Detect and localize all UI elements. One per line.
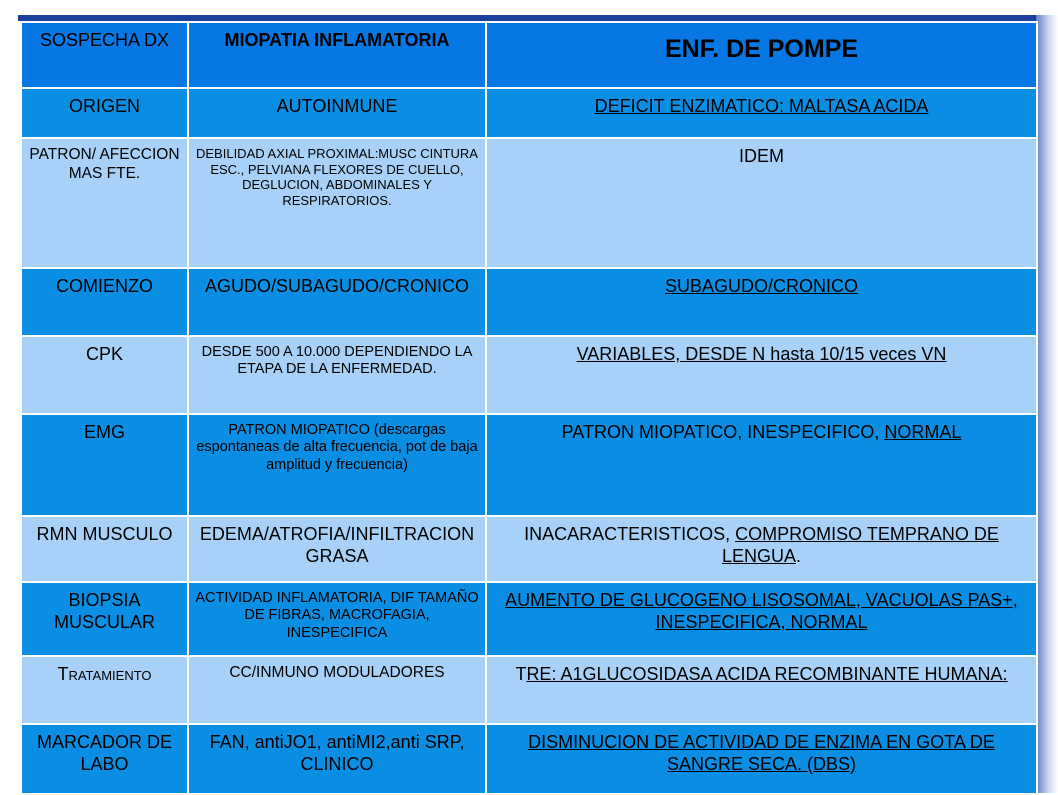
- cell-pompe-text: T: [515, 664, 527, 684]
- cell-pompe-text: INACARACTERISTICOS,: [524, 524, 736, 544]
- cell-pompe-underlined: COMPROMISO TEMPRANO DE LENGUA: [721, 524, 999, 566]
- header-miopatia-inflamatoria: MIOPATIA INFLAMATORIA: [188, 22, 486, 88]
- comparison-table: [20, 21, 1038, 795]
- cell-pompe: AUMENTO DE GLUCOGENO LISOSOMAL, VACUOLAS PAS+, INESPECIFICA, NORMAL: [486, 582, 1037, 656]
- table-row-comienzo: [21, 268, 1037, 336]
- cell-miopatia: AGUDO/SUBAGUDO/CRONICO: [188, 268, 486, 336]
- table-row-tratamiento: [21, 656, 1037, 724]
- row-label: EMG: [21, 414, 188, 516]
- cell-miopatia: EDEMA/ATROFIA/INFILTRACION GRASA: [188, 516, 486, 582]
- cell-miopatia: PATRON MIOPATICO (descargas espontaneas de alta frecuencia, pot de baja amplitud y frecuencia): [188, 414, 486, 516]
- cell-pompe-underlined: NORMAL: [884, 422, 962, 442]
- cell-pompe: VARIABLES, DESDE N hasta 10/15 veces VN: [486, 336, 1037, 414]
- cell-miopatia: AUTOINMUNE: [188, 88, 486, 138]
- cell-pompe-underlined: RE: A1GLUCOSIDASA ACIDA RECOMBINANTE HUMANA:: [526, 664, 1008, 684]
- cell-pompe: SUBAGUDO/CRONICO: [486, 268, 1037, 336]
- cell-pompe-period: .: [796, 545, 802, 566]
- cell-pompe: DISMINUCION DE ACTIVIDAD DE ENZIMA EN GOTA DE SANGRE SECA. (DBS): [486, 724, 1037, 794]
- row-label: PATRON/ AFECCION MAS FTE.: [21, 138, 188, 268]
- row-label: RMN MUSCULO: [21, 516, 188, 582]
- table-row-emg: [21, 414, 1037, 516]
- table-row-biopsia: [21, 582, 1037, 656]
- table-row-patron: [21, 138, 1037, 268]
- row-label: MARCADOR DE LABO: [21, 724, 188, 794]
- header-enf-pompe: ENF. DE POMPE: [486, 22, 1037, 88]
- cell-pompe: IDEM: [486, 138, 1037, 268]
- cell-pompe: DEFICIT ENZIMATICO: MALTASA ACIDA: [486, 88, 1037, 138]
- table-row-marcador: [21, 724, 1037, 794]
- cell-miopatia: FAN, antiJO1, antiMI2,anti SRP, CLINICO: [188, 724, 486, 794]
- cell-pompe: [486, 414, 1037, 516]
- slide-edge-gradient: [1036, 15, 1058, 793]
- row-label: Tratamiento: [21, 656, 188, 724]
- cell-miopatia: DEBILIDAD AXIAL PROXIMAL:MUSC CINTURA ESC., PELVIANA FLEXORES DE CUELLO, DEGLUCION, ABDOMINALES Y RESPIRATORIOS.: [188, 138, 486, 268]
- header-sospecha-dx: SOSPECHA DX: [21, 22, 188, 88]
- table-row-origen: [21, 88, 1037, 138]
- table-row-cpk: [21, 336, 1037, 414]
- row-label: ORIGEN: [21, 88, 188, 138]
- row-label: COMIENZO: [21, 268, 188, 336]
- cell-pompe: [486, 656, 1037, 724]
- table-row-rmn: [21, 516, 1037, 582]
- cell-pompe: [486, 516, 1037, 582]
- table-header-row: [21, 22, 1037, 88]
- cell-miopatia: ACTIVIDAD INFLAMATORIA, DIF TAMAÑO DE FIBRAS, MACROFAGIA, INESPECIFICA: [188, 582, 486, 656]
- cell-pompe-text: PATRON MIOPATICO, INESPECIFICO,: [561, 422, 885, 442]
- row-label: BIOPSIA MUSCULAR: [21, 582, 188, 656]
- row-label: CPK: [21, 336, 188, 414]
- cell-miopatia: CC/INMUNO MODULADORES: [188, 656, 486, 724]
- cell-miopatia: DESDE 500 A 10.000 DEPENDIENDO LA ETAPA DE LA ENFERMEDAD.: [188, 336, 486, 414]
